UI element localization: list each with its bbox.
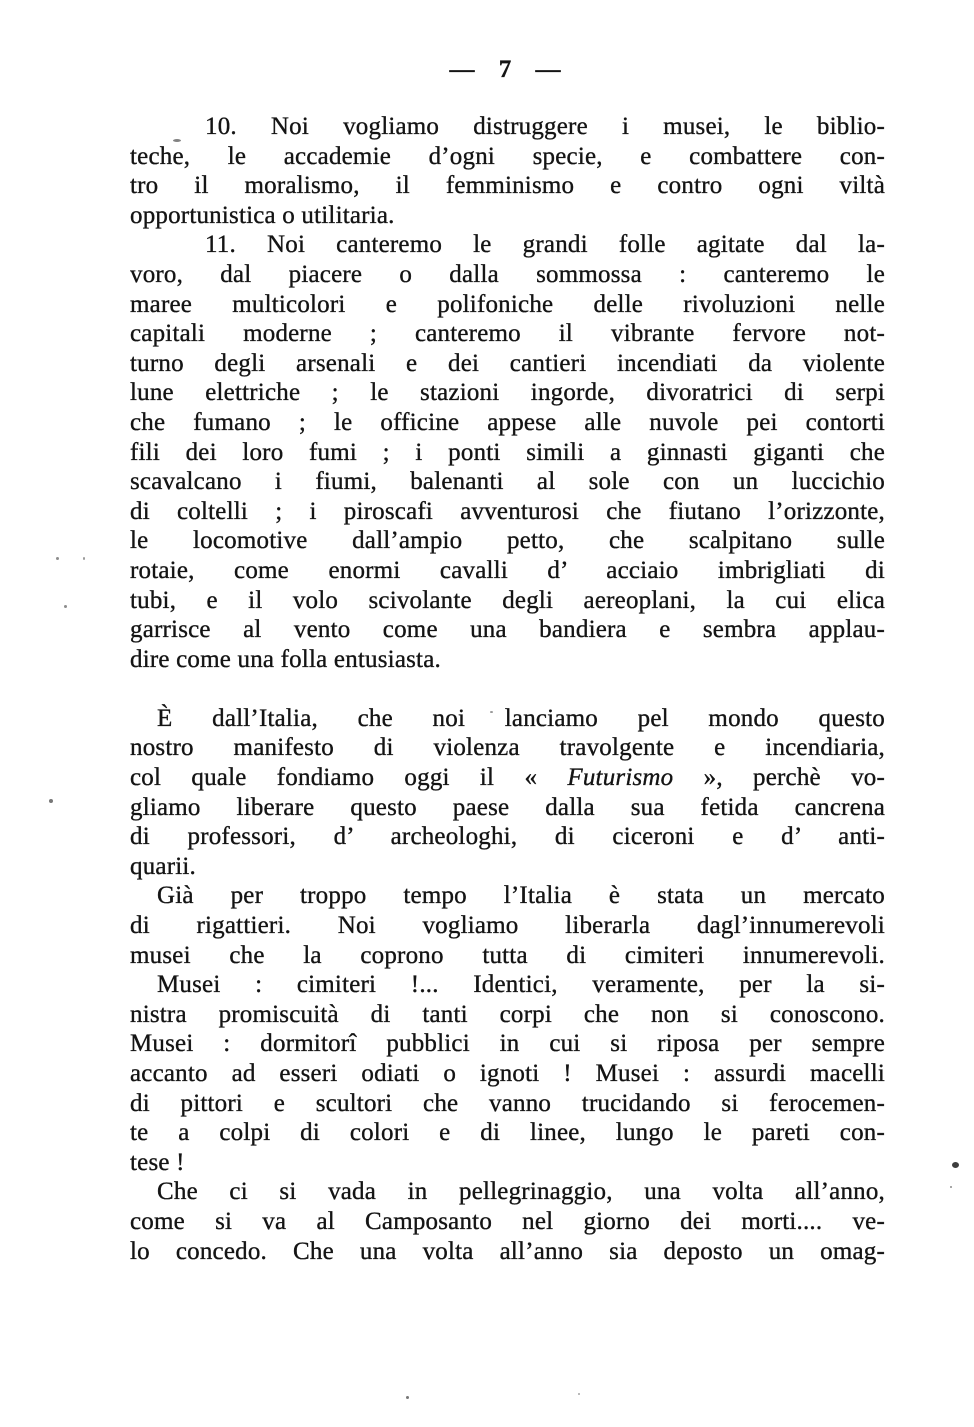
text-line: capitali moderne ; canteremo il vibrante fervore not- [130, 320, 885, 348]
text-line: lune elettriche ; le stazioni ingorde, divoratrici di serpi [130, 379, 885, 407]
text-line: scavalcano i fiumi, balenanti al sole con un luccichio [130, 468, 885, 496]
text-line: maree multicolori e polifoniche delle rivoluzioni nelle [130, 290, 885, 318]
scan-speck [950, 1186, 952, 1188]
text-line: 11. Noi canteremo le grandi folle agitate dal la- [205, 231, 885, 259]
text-run: col quale fondiamo oggi il « [130, 764, 568, 792]
text-line: È dall’Italia, che noi lanciamo pel mondo questo [157, 704, 885, 732]
scan-speck [406, 1396, 409, 1399]
text-line: accanto ad esseri odiati o ignoti ! Musei : assurdi macelli [130, 1060, 885, 1087]
text-line: di coltelli ; i piroscafi avventurosi che fiutano l’orizzonte, [130, 497, 885, 525]
text-line: che fumano ; le officine appese alle nuvole pei contorti [130, 408, 885, 436]
text-line: nostro manifesto di violenza travolgente e incendiaria, [130, 734, 885, 762]
page-body [130, 112, 885, 1266]
text-line: Già per troppo tempo l’Italia è stata un mercato [157, 882, 885, 910]
text-line: quarii. [130, 852, 196, 880]
scan-speck [56, 557, 59, 560]
text-line: opportunistica o utilitaria. [130, 201, 395, 229]
text-run: », perchè vo- [673, 764, 885, 792]
text-line: come si va al Camposanto nel giorno dei morti.... ve- [130, 1207, 885, 1235]
page-number-header: — 7 — [449, 56, 566, 83]
scan-speck [83, 557, 85, 560]
text-line: tubi, e il volo scivolante degli aereoplani, la cui elica [130, 586, 885, 614]
text-line: Musei : dormitorî pubblici in cui si riposa per sempre [130, 1030, 885, 1058]
text-line: voro, dal piacere o dalla sommossa : canteremo le [130, 260, 885, 288]
text-line: Musei : cimiteri !... Identici, veramente, per la si- [157, 971, 885, 999]
paragraph-mercato-di-rigattieri [130, 881, 885, 970]
paragraph-manifesto-item-11 [130, 230, 885, 674]
text-line: te a colpi di colori e di linee, lungo le pareti con- [130, 1119, 885, 1147]
text-line: lo concedo. Che una volta all’anno sia deposto un omag- [130, 1237, 885, 1265]
text-line: di pittori e scultori che vanno trucidando si ferocemen- [130, 1089, 885, 1117]
paragraph-futurismo-declaration [130, 704, 885, 882]
text-line: di professori, d’ archeologhi, di ciceroni e d’ anti- [130, 823, 885, 851]
text-line: tese ! [130, 1148, 185, 1176]
text-line: fili dei loro fumi ; i ponti simili a ginnasti giganti che [130, 438, 885, 466]
scan-speck [578, 1393, 580, 1395]
text-line: musei che la coprono tutta di cimiteri innumerevoli. [130, 941, 885, 969]
paragraph-pellegrinaggio [130, 1177, 885, 1266]
text-line [130, 763, 885, 793]
text-line: rotaie, come enormi cavalli d’ acciaio imbrigliati di [130, 556, 885, 584]
text-line: dire come una folla entusiasta. [130, 645, 441, 673]
text-line: garrisce al vento come una bandiera e sembra applau- [130, 616, 885, 644]
scan-speck [49, 799, 53, 803]
scan-speck [173, 139, 181, 142]
italic-term: Futurismo [567, 764, 674, 792]
text-line: nistra promiscuità di tanti corpi che non si conoscono. [130, 1000, 885, 1028]
text-line: le locomotive dall’ampio petto, che scalpitano sulle [130, 527, 885, 555]
text-line: di rigattieri. Noi vogliamo liberarla dagl’innumerevoli [130, 912, 885, 940]
paragraph-musei-cimiteri [130, 970, 885, 1177]
text-line: gliamo liberare questo paese dalla sua fetida cancrena [130, 793, 885, 821]
scan-speck [64, 605, 67, 608]
text-line: turno degli arsenali e dei cantieri incendiati da violente [130, 349, 885, 377]
scan-speck [952, 1162, 959, 1168]
paragraph-manifesto-item-10 [130, 112, 885, 230]
scan-speck [490, 711, 493, 713]
text-line: Che ci si vada in pellegrinaggio, una volta all’anno, [157, 1178, 885, 1206]
text-line: 10. Noi vogliamo distruggere i musei, le biblio- [205, 113, 885, 140]
text-line: tro il moralismo, il femminismo e contro ogni viltà [130, 172, 885, 200]
text-line: teche, le accademie d’ogni specie, e combattere con- [130, 142, 885, 170]
